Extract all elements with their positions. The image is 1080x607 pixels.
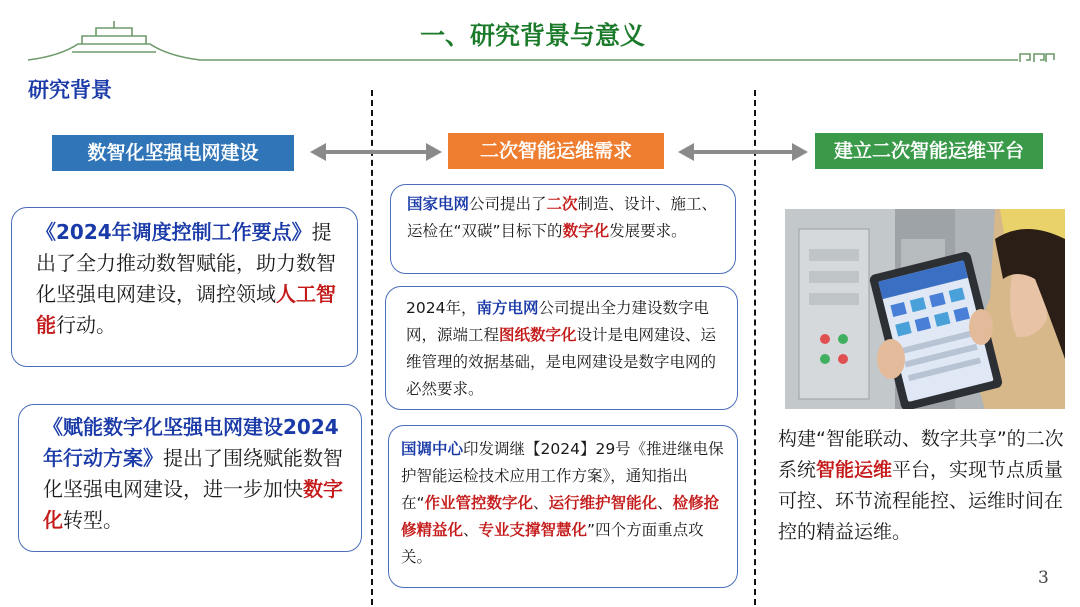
demand-highlight: 检修抢修精益化 [401,494,720,539]
org-name: 国调中心 [401,440,464,458]
demand-text: 制造、设计、施工、运检在“双碳”目标下的 [407,195,718,240]
demand-highlight: 二次 [546,195,578,213]
policy-box-2 [18,404,362,552]
demand-text: 设计是电网建设、运维管理的效据基础，是电网建设是数字电网的必然要求。 [406,326,717,398]
double-arrow-icon [310,141,442,163]
demand-text: 、 [463,521,479,539]
policy-highlight: 数字化 [43,477,343,532]
policy-highlight: 人工智能 [36,282,336,337]
demand-text: 印发调继【2024】29号《推进继电保护智能运检技术应用工作方案》，通知指出在“ [401,440,724,512]
demand-text: 公司提出全力建设数字电网，源端工程 [406,299,709,344]
policy-title: 《赋能数字化坚强电网建设2024年行动方案》 [43,415,339,470]
column-divider-right [754,90,756,605]
demand-box-1 [390,184,736,274]
demand-box-3 [388,425,738,588]
section-heading: 研究背景 [28,78,112,102]
demand-highlight: 专业支撑智慧化 [478,521,588,539]
policy-text: 行动。 [56,313,116,337]
double-arrow-icon [678,141,808,163]
column-header-2: 二次智能运维需求 [448,133,664,169]
demand-highlight: 图纸数字化 [499,326,577,344]
platform-highlight: 智能运维 [816,459,893,481]
column-header-1: 数智化坚强电网建设 [52,135,294,171]
column-header-3: 建立二次智能运维平台 [815,133,1043,169]
policy-text: 转型。 [63,508,123,532]
slide-title: 一、研究背景与意义 [420,21,646,50]
demand-text: 、 [657,494,673,512]
platform-text: 平台，实现节点质量可控、环节流程能控、运维时间在控的精益运维。 [778,459,1064,543]
policy-text: 提出了全力推动数智赋能，助力数智化坚强电网建设，调控领域 [36,220,336,306]
org-name: 南方电网 [476,299,539,317]
demand-text: 2024年， [406,299,477,317]
column-divider-left [371,90,373,605]
demand-text: 、 [533,494,549,512]
policy-text: 提出了围绕赋能数智化坚强电网建设，进一步加快 [43,446,343,501]
demand-text: 发展要求。 [609,222,687,240]
platform-text: 构建“智能联动、数字共享”的二次系统 [778,428,1064,481]
demand-highlight: 作业管控数字化 [424,494,534,512]
platform-description [778,424,1068,548]
tablet-worker-photo [785,209,1065,409]
demand-box-2 [385,286,738,410]
meander-ornament-icon [1020,54,1054,62]
temple-roof-icon [28,21,200,60]
demand-highlight: 运行维护智能化 [548,494,658,512]
policy-box-1 [11,207,358,367]
demand-text: ”四个方面重点攻关。 [401,521,704,566]
page-number: 3 [1038,568,1049,588]
org-name: 国家电网 [407,195,470,213]
demand-text: 公司提出了 [469,195,547,213]
policy-title: 《2024年调度控制工作要点》 [36,220,312,244]
demand-highlight: 数字化 [562,222,610,240]
